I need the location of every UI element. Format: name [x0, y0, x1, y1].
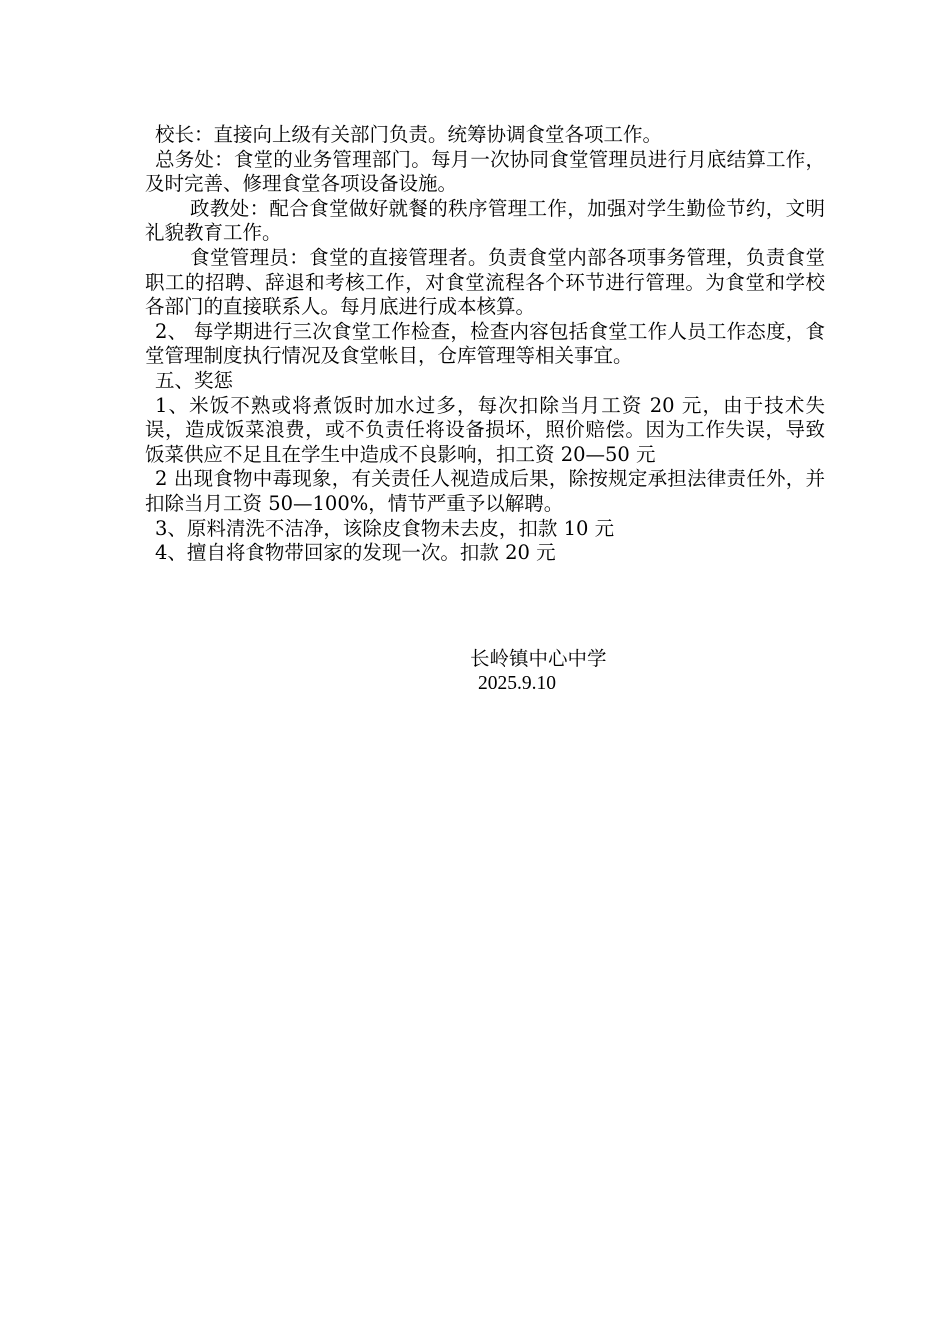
paragraph-canteen-manager: 食堂管理员：食堂的直接管理者。负责食堂内部各项事务管理，负责食堂职工的招聘、辞退和考核工作，对食堂流程各个环节进行管理。为食堂和学校各部门的直接联系人。每月底进行成本核算。 [145, 245, 825, 319]
signature-date: 2025.9.10 [478, 673, 556, 694]
paragraph-principal: 校长：直接向上级有关部门负责。统筹协调食堂各项工作。 [155, 123, 663, 146]
paragraph-rule-4: 4、擅自将食物带回家的发现一次。扣款 20 元 [155, 541, 556, 565]
paragraph-general-affairs: 总务处：食堂的业务管理部门。每月一次协同食堂管理员进行月底结算工作，及时完善、修理食堂各项设备设施。 [145, 147, 825, 196]
paragraph-inspection: 2、 每学期进行三次食堂工作检查，检查内容包括食堂工作人员工作态度，食堂管理制度执行情况及食堂帐目，仓库管理等相关事宜。 [145, 319, 825, 368]
paragraph-rule-2: 2 出现食物中毒现象，有关责任人视造成后果，除按规定承担法律责任外，并扣除当月工资 50—100%，情节严重予以解聘。 [145, 467, 825, 515]
paragraph-political-education: 政教处：配合食堂做好就餐的秩序管理工作，加强对学生勤俭节约，文明礼貌教育工作。 [145, 196, 825, 245]
section-heading-rewards-penalties: 五、奖惩 [155, 368, 234, 392]
signature-organization: 长岭镇中心中学 [470, 647, 607, 670]
paragraph-rule-3: 3、原料清洗不洁净，该除皮食物未去皮，扣款 10 元 [155, 516, 615, 540]
paragraph-rule-1: 1、米饭不熟或将煮饭时加水过多，每次扣除当月工资 20 元，由于技术失误，造成饭菜浪费，或不负责任将设备损坏，照价赔偿。因为工作失误，导致饭菜供应不足且在学生中造成不良影响，扣工资 20—50 元 [145, 393, 825, 466]
document-body [145, 123, 825, 566]
